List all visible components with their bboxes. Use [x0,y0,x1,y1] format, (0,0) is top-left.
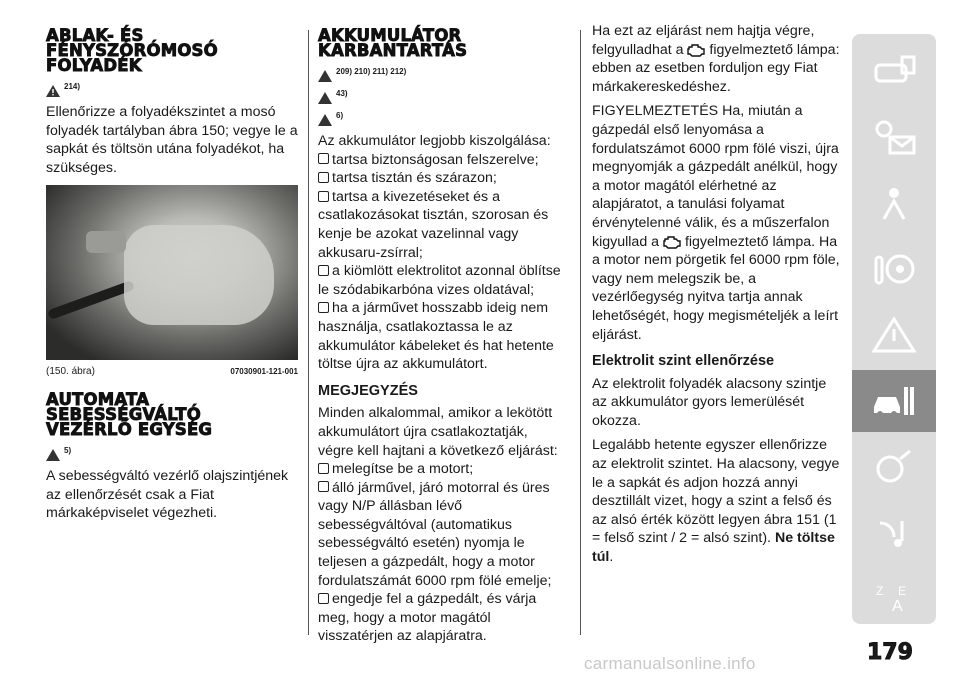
bullet-icon [318,191,329,202]
emergency-icon [870,315,918,355]
list-item: tartsa biztonságosan felszerelve; [318,151,566,170]
battery-intro: Az akkumulátor legjobb kiszolgálása: [318,133,551,149]
list-item: a kiömlött elektrolitot azonnal öblítse le szódabikarbóna vizes oldatával; [318,263,561,298]
section-heading-battery: AKKUMULÁTOR KARBANTARTÁS [318,26,468,60]
washer-fluid-paragraph: Ellenőrizze a folyadékszintet a mosó folyadék tartályban ábra 150; vegye le a sapkát és töltsön utána folyadékot, ha szükséges. [46,104,298,176]
starting-driving-icon [870,249,918,289]
paragraph-2: FIGYELMEZTETÉS Ha, miután a gázpedál első lenyomása a fordulatszámot 6000 rpm fölé viszi, újra megnyomják a gázpedált anélkül, hogy a motor magától elérhetné az alapjáratot, a tanulási folyamat érvénytelenné válik, és a műszerfalon kigyullad a figyelmeztető lámpa. Ha a motor nem pörgetik fel 6000 rpm föle, vagy nem melegszik be, a vezérlőegység nyitva tartja annak lehetőségét, hogy megismételjék a leírt eljárást. [592,103,840,343]
warning-triangle-icon [318,70,332,82]
caution-icon [46,449,60,461]
bullet-icon [318,481,329,492]
warning-triangle-icon [46,85,60,97]
bullet-icon [318,153,329,164]
paragraph-1: Ha ezt az eljárást nem hajtja végre, felgyulladhat a figyelmeztető lámpa: ebben az esetben forduljon egy Fiat márkakereskedéshez. [592,23,840,95]
section-heading-gearbox: AUTOMATA SEBESSÉGVÁLTÓ VEZÉRLŐ EGYSÉG [46,389,213,439]
warning-ref: 209) 210) 211) 212) [318,66,566,82]
environment-ref: 43) [318,88,566,104]
engine-warning-icon [663,235,681,249]
column-2 [318,22,566,646]
section-heading-washer-fluid: ABLAK- ÉS FÉNYSZÓRÓMOSÓ FOLYADÉK [46,26,218,75]
figure-caption: (150. ábra) 07030901-121-001 [46,366,298,378]
paragraph-3: Az elektrolit folyadék alacsony szintje az akkumulátor gyors lemerülését okozza. [592,375,827,429]
list-item: álló járművel, járó motorral és üres vagy N/P állásban lévő sebességváltóval (automatikus sebességváltó esetén) nyomja le teljesen a gázpedált, hogy a motor fordulatszámát 6000 rpm fölé emelje; [318,479,552,589]
svg-text:A: A [892,598,903,615]
paragraph-4: Legalább hetente egyszer ellenőrizze az elektrolit szintet. Ha alacsony, vegye le a sapkát és adjon hozzá annyi desztillált vizet, hogy a szint a felső és az alsó érték között legyen ábra 151 (1 = felső szint / 2 = alsó szint). Ne töltse túl. [592,437,840,566]
note-text: Minden alkalommal, amikor a lekötött akkumulátort újra csatlakoztatják, végre kell hajtani a következő eljárást: [318,405,558,459]
warning-ref: 214) [46,81,298,97]
car-info-icon [870,51,918,91]
list-item: tartsa tisztán és szárazon; [318,169,566,188]
tab-warning-lights[interactable] [852,106,936,168]
bullet-icon [318,302,329,313]
caution-ref: 6) [318,110,566,126]
tab-index[interactable] [852,568,936,630]
gearbox-paragraph: A sebességváltó vezérlő olajszintjének az ellenőrzését csak a Fiat márkaképviselet végezheti. [46,467,289,522]
safety-icon [870,183,918,223]
bullet-icon [318,463,329,474]
tab-safety[interactable] [852,172,936,234]
tab-maintenance[interactable] [852,370,936,432]
multimedia-icon [870,513,918,553]
list-item: melegítse be a motort; [318,460,566,479]
maintenance-icon [870,381,918,421]
tab-starting-driving[interactable] [852,238,936,300]
chapter-sidebar [852,34,936,624]
svg-text:E: E [898,584,907,598]
column-3 [592,22,844,573]
tab-technical-data[interactable] [852,436,936,498]
engine-warning-icon [687,43,705,57]
column-divider [580,30,581,635]
note-title: MEGJEGYZÉS [318,382,418,399]
page-number: 179 [867,640,913,665]
column-divider [308,30,309,635]
figure-150-photo [46,185,298,360]
tab-car-info[interactable] [852,40,936,102]
caution-icon [318,114,332,126]
svg-text:Z: Z [876,584,884,598]
watermark: carmanualsonline.info [584,654,756,673]
environment-icon [318,92,332,104]
list-item: engedje fel a gázpedált, és várja meg, hogy a motor magától visszatérjen az alapjáratra. [318,591,537,645]
list-item: ha a járművet hosszabb ideig nem használja, csatlakoztassa le az akkumulátor kábeleket és hat hetente töltse újra az akkumulátort. [318,300,554,373]
tab-emergency[interactable] [852,304,936,366]
index-icon [870,579,918,619]
technical-data-icon [870,447,918,487]
bullet-icon [318,593,329,604]
warning-lights-icon [870,117,918,157]
column-1 [46,22,298,529]
caution-ref: 5) [46,445,298,461]
bullet-icon [318,172,329,183]
list-item: tartsa a kivezetéseket és a csatlakozásokat tisztán, szorosan és kenje be azokat vazelinnal vagy akkusaru-zsírral; [318,188,549,261]
tab-multimedia[interactable] [852,502,936,564]
subheading-electrolyte: Elektrolit szint ellenőrzése [592,353,775,370]
bullet-icon [318,265,329,276]
